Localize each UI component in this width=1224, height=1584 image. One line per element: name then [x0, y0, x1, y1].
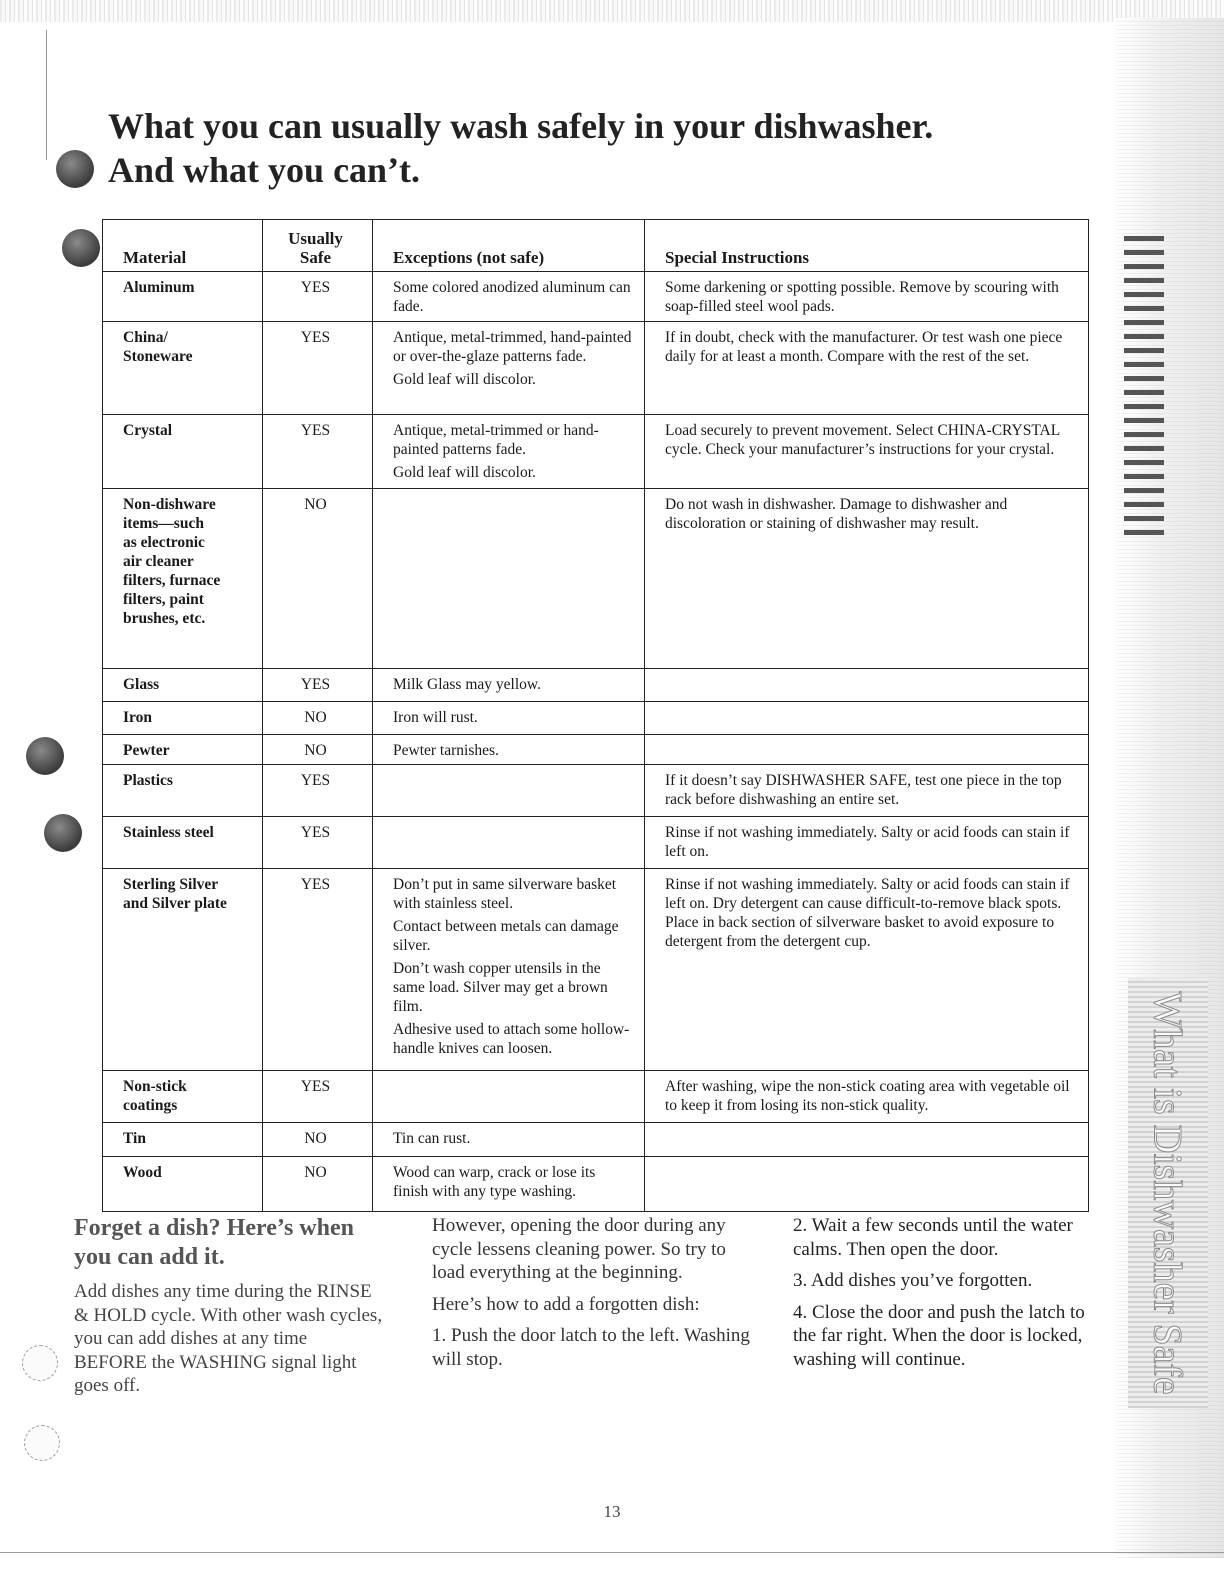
- side-tab-label: What is Dishwasher Safe: [1145, 991, 1191, 1395]
- exceptions-cell: Pewter tarnishes.: [373, 735, 645, 765]
- section-side-tab: [1128, 978, 1208, 1408]
- add-dish-intro: Add dishes any time during the RINSE & HOLD cycle. With other wash cycles, you can add dishes at any time BEFORE the WASHING signal light goes off.: [74, 1281, 383, 1396]
- usually-safe-cell: YES: [263, 669, 373, 702]
- left-rule: [46, 30, 47, 160]
- punch-hole-icon: [44, 814, 82, 852]
- material-cell: Non-stick coatings: [103, 1071, 263, 1123]
- usually-safe-cell: YES: [263, 415, 373, 489]
- punch-hole-icon: [62, 229, 100, 267]
- add-dish-column-1: [74, 1214, 384, 1406]
- usually-safe-cell: NO: [263, 1157, 373, 1212]
- material-cell: Iron: [103, 702, 263, 735]
- table-row: [103, 817, 1089, 869]
- usually-safe-cell: YES: [263, 869, 373, 1071]
- table-header-row: [103, 220, 1089, 272]
- special-instructions-cell: After washing, wipe the non-stick coating area with vegetable oil to keep it from losing its non-stick quality.: [645, 1071, 1089, 1123]
- material-cell: Pewter: [103, 735, 263, 765]
- scanned-top-edge: [0, 0, 1224, 22]
- exceptions-cell: Antique, metal-trimmed or hand-painted patterns fade. Gold leaf will discolor.: [373, 415, 645, 489]
- header-material: Material: [103, 220, 263, 272]
- table-row: [103, 489, 1089, 669]
- material-cell: Sterling Silver and Silver plate: [103, 869, 263, 1071]
- special-instructions-cell: [645, 735, 1089, 765]
- material-cell: Aluminum: [103, 272, 263, 322]
- material-cell: Plastics: [103, 765, 263, 817]
- exceptions-cell: [373, 489, 645, 669]
- special-instructions-cell: [645, 1157, 1089, 1212]
- page-title-line-2: And what you can’t.: [108, 150, 421, 190]
- usually-safe-cell: NO: [263, 489, 373, 669]
- add-dish-step-3: 3. Add dishes you’ve forgotten.: [793, 1270, 1033, 1291]
- exceptions-cell: Tin can rust.: [373, 1123, 645, 1157]
- scanned-bottom-edge: [0, 1552, 1224, 1553]
- special-instructions-cell: If it doesn’t say DISHWASHER SAFE, test one piece in the top rack before dishwashing an entire set.: [645, 765, 1089, 817]
- material-cell: China/ Stoneware: [103, 322, 263, 415]
- usually-safe-cell: NO: [263, 702, 373, 735]
- special-instructions-cell: [645, 702, 1089, 735]
- material-cell: Tin: [103, 1123, 263, 1157]
- usually-safe-cell: YES: [263, 272, 373, 322]
- page-number: 13: [603, 1502, 621, 1521]
- special-instructions-cell: Rinse if not washing immediately. Salty or acid foods can stain if left on.: [645, 817, 1089, 869]
- header-exceptions: Exceptions (not safe): [373, 220, 645, 272]
- table-row: [103, 272, 1089, 322]
- exceptions-cell: [373, 1071, 645, 1123]
- table-row: [103, 415, 1089, 489]
- add-dish-column-2: [432, 1214, 752, 1379]
- table-row: [103, 322, 1089, 415]
- page-edge-strip: [1116, 18, 1224, 1558]
- add-dish-column-3: [793, 1214, 1093, 1379]
- table-row: [103, 669, 1089, 702]
- material-cell: Crystal: [103, 415, 263, 489]
- special-instructions-cell: Rinse if not washing immediately. Salty or acid foods can stain if left on. Dry detergent can cause difficult-to-remove black spots. Place in back section of silverware basket to avoid exposure to detergent from the detergent cup.: [645, 869, 1089, 1071]
- special-instructions-cell: Some darkening or spotting possible. Remove by scouring with soap-filled steel wool pads.: [645, 272, 1089, 322]
- table-row: [103, 1123, 1089, 1157]
- table-row: [103, 1157, 1089, 1212]
- add-dish-how-to: Here’s how to add a forgotten dish:: [432, 1293, 700, 1315]
- exceptions-cell: Antique, metal-trimmed, hand-painted or over-the-glaze patterns fade. Gold leaf will discolor.: [373, 322, 645, 415]
- special-instructions-cell: If in doubt, check with the manufacturer. Or test wash one piece daily for at least a month. Compare with the rest of the set.: [645, 322, 1089, 415]
- dishwasher-safe-table: [102, 219, 1089, 1212]
- material-cell: Wood: [103, 1157, 263, 1212]
- add-dish-caution: However, opening the door during any cycle lessens cleaning power. So try to load everything at the beginning.: [432, 1215, 726, 1283]
- exceptions-cell: Don’t put in same silverware basket with stainless steel. Contact between metals can damage silver. Don’t wash copper utensils in the same load. Silver may get a brown film. Adhesive used to attach some hollow-handle knives can loosen.: [373, 869, 645, 1071]
- special-instructions-cell: [645, 669, 1089, 702]
- exceptions-cell: [373, 765, 645, 817]
- table-row: [103, 702, 1089, 735]
- page-title-line-1: What you can usually wash safely in your dishwasher.: [108, 106, 934, 146]
- punch-hole-outline-icon: [22, 1345, 58, 1381]
- table-row: [103, 765, 1089, 817]
- punch-hole-icon: [56, 150, 94, 188]
- usually-safe-cell: YES: [263, 765, 373, 817]
- header-special-instructions: Special Instructions: [645, 220, 1089, 272]
- table-row: [103, 869, 1089, 1071]
- table-row: [103, 735, 1089, 765]
- add-dish-heading: Forget a dish? Here’s when you can add it.: [74, 1215, 354, 1270]
- material-cell: Glass: [103, 669, 263, 702]
- special-instructions-cell: Do not wash in dishwasher. Damage to dishwasher and discoloration or staining of dishwasher may result.: [645, 489, 1089, 669]
- add-dish-step-1: 1. Push the door latch to the left. Washing will stop.: [432, 1325, 750, 1370]
- page-title: [108, 104, 933, 192]
- exceptions-cell: Milk Glass may yellow.: [373, 669, 645, 702]
- exceptions-cell: Wood can warp, crack or lose its finish with any type washing.: [373, 1157, 645, 1212]
- special-instructions-cell: [645, 1123, 1089, 1157]
- special-instructions-cell: Load securely to prevent movement. Select CHINA-CRYSTAL cycle. Check your manufacturer’s instructions for your crystal.: [645, 415, 1089, 489]
- punch-hole-outline-icon: [24, 1425, 60, 1461]
- usually-safe-cell: NO: [263, 735, 373, 765]
- punch-hole-icon: [26, 737, 64, 775]
- usually-safe-cell: YES: [263, 322, 373, 415]
- usually-safe-cell: YES: [263, 1071, 373, 1123]
- header-usually-safe: Usually Safe: [263, 220, 373, 272]
- material-cell: Stainless steel: [103, 817, 263, 869]
- usually-safe-cell: NO: [263, 1123, 373, 1157]
- exceptions-cell: Iron will rust.: [373, 702, 645, 735]
- material-cell: Non-dishware items—such as electronic air cleaner filters, furnace filters, paint brushes, etc.: [103, 489, 263, 669]
- exceptions-cell: [373, 817, 645, 869]
- exceptions-cell: Some colored anodized aluminum can fade.: [373, 272, 645, 322]
- table-row: [103, 1071, 1089, 1123]
- usually-safe-cell: YES: [263, 817, 373, 869]
- add-dish-step-2: 2. Wait a few seconds until the water calms. Then open the door.: [793, 1215, 1073, 1260]
- thumb-index-marks: [1124, 236, 1164, 576]
- add-dish-step-4: 4. Close the door and push the latch to the far right. When the door is locked, washing will continue.: [793, 1301, 1085, 1370]
